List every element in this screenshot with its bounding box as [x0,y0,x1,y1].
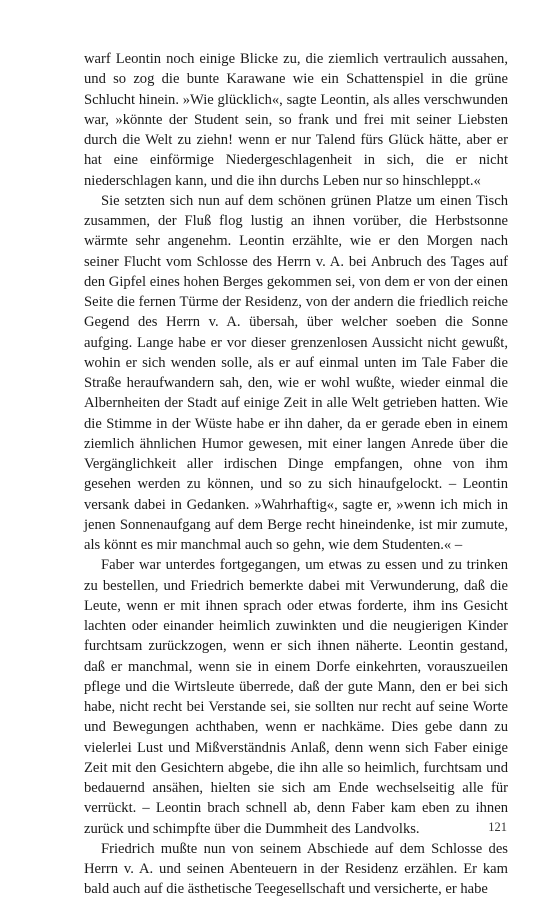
paragraph-2: Sie setzten sich nun auf dem schönen grünen Platze um einen Tisch zusammen, der Fluß flog lustig an ihnen vorüber, die Herbstsonne wärmte sehr angenehm. Leontin erzählte, wie er den Morgen nach seiner Flucht vom Schlosse des Herrn v. A. bei Anbruch des Tages auf den Gipfel eines hohen Berges gekommen sei, von dem er von der einen Seite die fernen Türme der Residenz, von der andern die friedlich reiche Gegend des Herrn v. A. übersah, über welcher soeben die Sonne aufging. Lange habe er vor dieser grenzenlosen Aussicht nicht gewußt, wohin er sich wenden solle, als er auf einmal unten im Tale Faber die Straße heraufwandern sah, den, wie er wohl wußte, wieder einmal die Albernheiten der Stadt auf einige Zeit in alle Welt getrieben hatten. Wie die Stimme in der Wüste habe er ihn daher, da er gerade eben in einem ziemlich ähnlichen Humor gewesen, mit einer langen Anrede über die Vergänglichkeit aller irdischen Dinge empfangen, ohne von ihm gesehen werden zu können, und so zu sich hinaufgelockt. – Leontin versank dabei in Gedanken. »Wahrhaftig«, sagte er, »wenn ich mich in jenen Sonnenaufgang auf dem Berge recht hineindenke, ist mir zumute, als könnt es mir manchmal auch so gehn, wie dem Studenten.« – [84,192,508,553]
body-text [84,49,508,900]
paragraph-3: Faber war unterdes fortgegangen, um etwas zu essen und zu trinken zu bestellen, und Friedrich bemerkte dabei mit Verwunderung, daß die Leute, wenn er mit ihnen sprach oder etwas forderte, ihm ins Gesicht lachten oder einander heimlich zuwinkten und die neugierigen Kinder furchtsam zurückzogen, wenn er sich ihnen näherte. Leontin gestand, daß er manchmal, wenn sie in einem Dorfe einkehrten, vorauszueilen pflege und die Wirtsleute überrede, daß der gute Mann, den er bei sich habe, nicht recht bei Verstande sei, sie sollten nur recht auf seine Worte und Bewegungen achthaben, wenn er nachkäme. Dies gebe dann zu vielerlei Lust und Mißverständnis Anlaß, denn wenn sich Faber einige Zeit mit den Gesichtern abgebe, die ihn alle so heimlich, furchtsam und bedauernd ansähen, hielten sie sich am Ende wechselseitig alle für verrückt. – Leontin brach schnell ab, denn Faber kam eben zu ihnen zurück und schimpfte über die Dummheit des Landvolks. [84,557,508,837]
page-number: 121 [488,820,507,834]
paragraph-1: warf Leontin noch einige Blicke zu, die ziemlich vertraulich aussahen, und so zog die bunte Karawane wie ein Schattenspiel in die grüne Schlucht hinein. »Wie glücklich«, sagte Leontin, als alles verschwunden war, »könnte der Student sein, so frank und frei mit seiner Liebsten durch die Welt zu ziehn! wenn er nur Talend fürs Glück hätte, aber er hat eine einförmige Niedergeschlagenheit in sich, die er nicht niederschlagen kann, und die ihn durchs Leben nur so hinschleppt.« [84,51,508,189]
paragraph-4: Friedrich mußte nun von seinem Abschiede auf dem Schlosse des Herrn v. A. und seinen Abenteuern in der Residenz erzählen. Er kam bald auch auf die ästhetische Teegesellschaft und versicherte, er habe [84,840,508,898]
